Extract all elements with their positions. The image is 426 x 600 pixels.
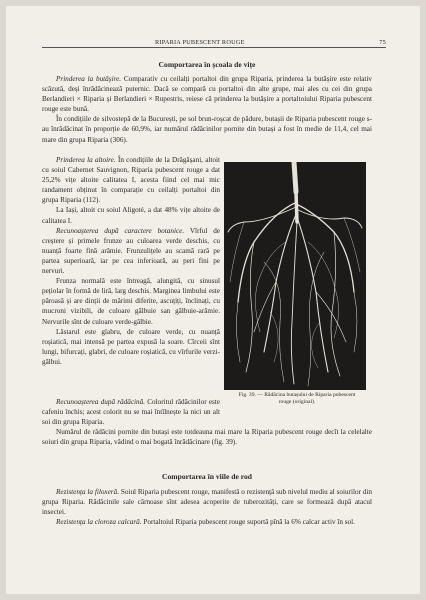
paragraph-root-recognition: [42, 397, 220, 427]
narrow-column-beside-figure: [42, 155, 220, 367]
paragraph-bucharest: În condițiile de silvostepă de la București, pe sol brun-roșcat de pădure, butașii de Riparia pubescent rouge s-au înrădăcinat în proporție de 60,9%, iar numărul rădăcinilor pornite din butași a fost în medie de 11,4, cel mai mare din grupa Riparia (306).: [42, 115, 372, 144]
paragraph-text: În condițiile de la Drăgășani, altoit cu soiul Cabernet Sauvignon, Riparia pubescent rouge a dat 25,2% vițe altoite calitatea I, acesta fiind cel mai mic randament obținut în comparație cu ceilalți portaltoi din grupa Riparia (112).: [42, 156, 221, 205]
section-heading-vineyard: Comportarea în viile de rod: [162, 472, 252, 481]
full-width-block-bottom: [42, 487, 372, 527]
paragraph-iasi: La Iași, altoit cu soiul Aligoté, a dat 48% vițe altoite de calitatea I.: [42, 206, 220, 225]
paragraph-chlorosis: [42, 517, 372, 527]
paragraph-text: Coloritul rădăcinilor este cafeniu închis; acest colorit nu se mai întîlnește la nici un alt soi din grupa Riparia.: [42, 398, 220, 427]
paragraph-text: Comparativ cu ceilalți portaltoi din grupa Riparia, prinderea la butășire este relativ scăzută, deși înrădăcinează puternic. Dacă se compară cu portaltoi din alte grupe, mai ales cu cei din grupa Berlandieri × Riparia și Berlandieri × Rupestris, reiese că prinderea la butășire a portaltoiului Riparia pubescent rouge este bună.: [42, 75, 373, 114]
paragraph-lead: Recunoașterea după rădăcină.: [56, 398, 146, 406]
full-width-block-root: [42, 397, 372, 447]
paragraph-text: Soiul Riparia pubescent rouge, manifestă o rezistență sub nivelul mediu al soiurilor din grupa Riparia. Rădăcinile sale cărnoase sînt adesea acoperite de tuberozități, care se formează după atacul insectei.: [42, 488, 373, 517]
running-title: RIPARIA PUBESCENT ROUGE: [155, 39, 245, 46]
root-system-image: [224, 162, 366, 390]
page-number: 75: [379, 39, 386, 46]
paragraph-lead: Rezistența la filoxeră.: [56, 488, 119, 496]
paragraph-leaf: Frunza normală este întreagă, alungită, cu sinusul pețiolar în formă de liră, larg deschis. Marginea limbului este păroasă și are dinții de mărimi diferite, ascuțiți, înclinați, cu mucroni vizibili, de culoare gălbuie san gălbuie-arămie. Nervurile sînt de culoare verde-gălbie.: [42, 277, 220, 326]
paragraph-lead: Recunoașterea după caractere botanice.: [56, 226, 185, 235]
caption-line-1: Fig. 39. — Rădăcina butașului de Riparia pubescent: [238, 392, 356, 398]
paragraph-root-count: Numărul de rădăcini pornite din butași este totdeauna mai mare la Riparia pubescent rouge decît la celelalte soiuri din grupa Riparia, vădind o mai bogată înrădăcinare (fig. 39).: [42, 428, 372, 447]
paragraph-text: Portaltoiul Riparia pubescent rouge suportă pînă la 6% calcar activ în sol.: [143, 518, 355, 527]
paragraph-shoot: Lăstarul este glabru, de culoare verde, cu nuanță roșiatică, mai intensă pe partea expusă la soare. Cîrceii sînt lungi, bifurcați, glabri, de culoare roșiatică, cu vîrfurile verzi-gălbui.: [42, 327, 220, 366]
book-page: [6, 6, 420, 594]
paragraph-lead: Rezistența la cloroza calcară.: [56, 518, 142, 527]
paragraph-cutting-rooting: [42, 74, 372, 114]
root-photograph: [224, 162, 366, 390]
caption-line-2: rouge (original).: [278, 399, 316, 406]
paragraph-lead: Prinderea la butășire.: [56, 75, 122, 83]
paragraph-grafting: [42, 155, 220, 205]
paragraph-botanical: [42, 226, 220, 276]
paragraph-lead: Prinderea la altoire.: [56, 156, 116, 164]
section-heading-nursery: Comportarea în școala de vițe: [158, 60, 256, 69]
paragraph-phylloxera: [42, 487, 372, 517]
running-header: [42, 39, 386, 48]
full-width-block-top: [42, 74, 372, 145]
paragraph-text: Vîrful de creștere și primele frunze au culoarea verde deschis, cu nuanță foarte fină arămie. Frunzulițele au scamă rară pe partea superioară, iar pe cea inferioară, au peri fini pe nervuri.: [42, 226, 221, 276]
